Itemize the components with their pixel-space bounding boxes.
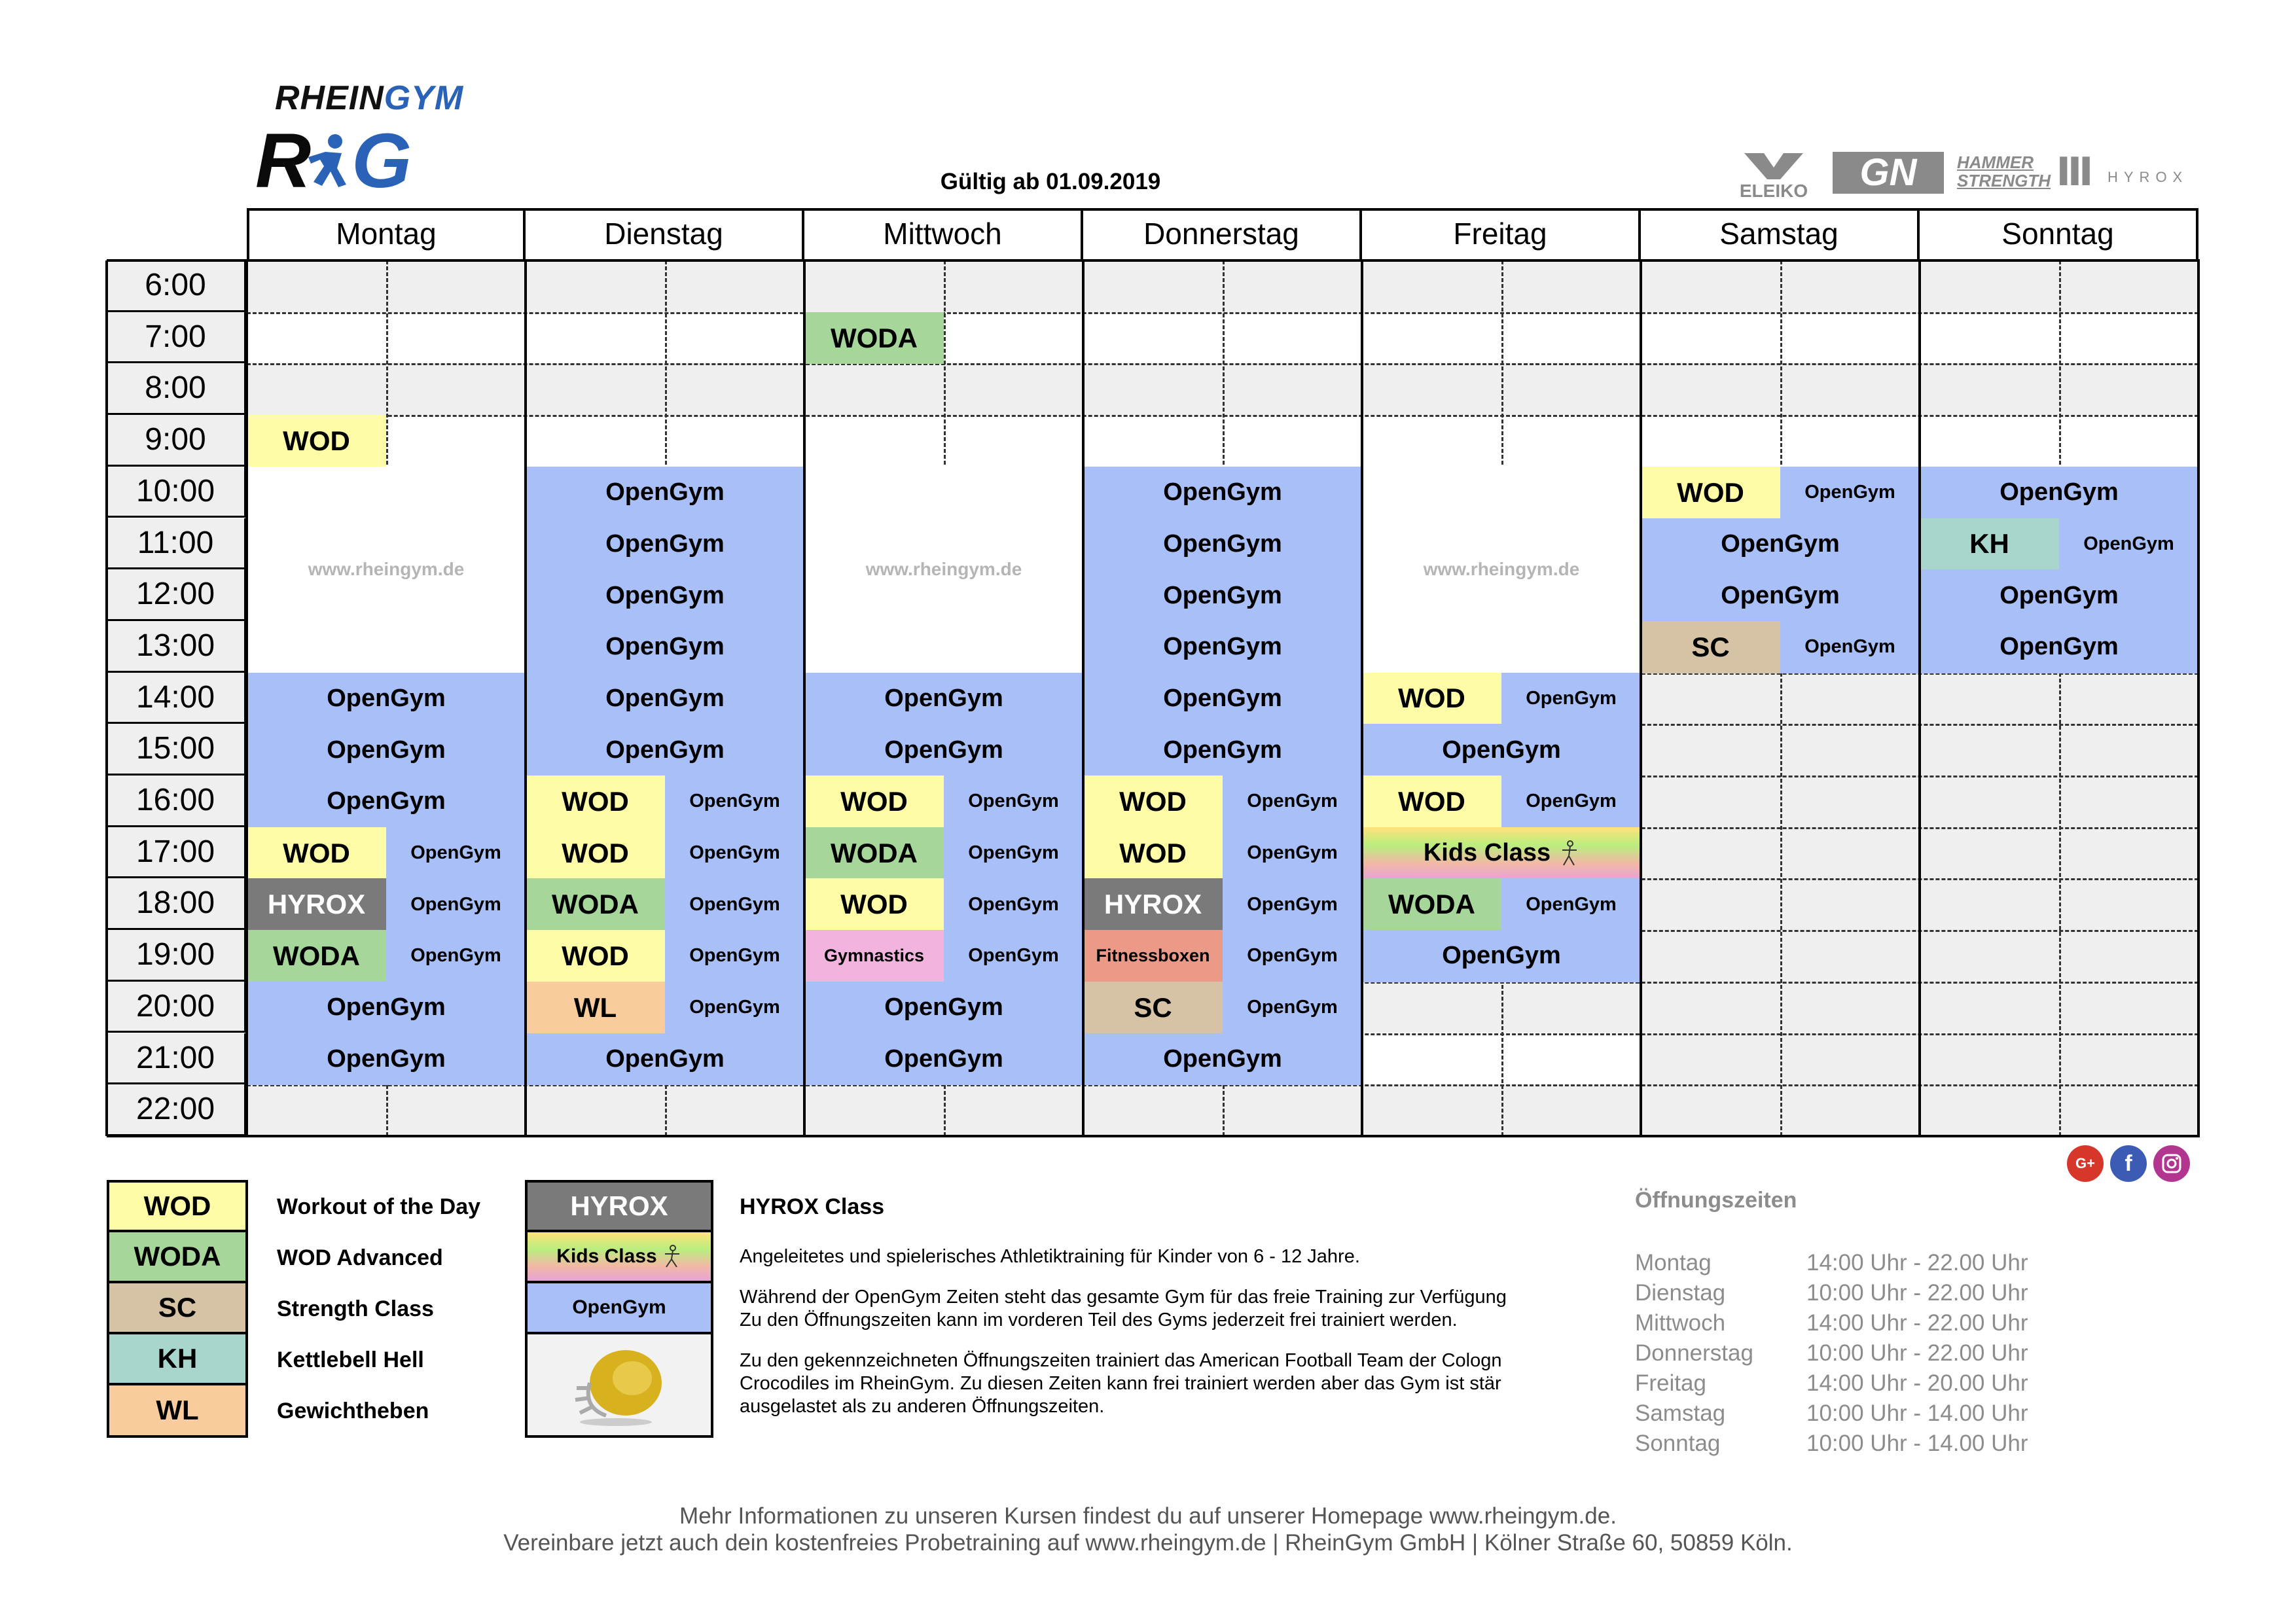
day-header-freitag: Freitag <box>1359 208 1641 262</box>
class-og[interactable]: OpenGym <box>804 1033 1083 1086</box>
time-label: 16:00 <box>107 776 247 827</box>
class-og[interactable]: OpenGym <box>665 982 804 1034</box>
legend-label-kh: Kettlebell Hell <box>277 1347 424 1372</box>
row-divider <box>247 363 2198 365</box>
instagram-glyph <box>2161 1153 2182 1174</box>
class-woda[interactable]: WODA <box>247 930 386 982</box>
class-og[interactable]: OpenGym <box>1362 930 1641 982</box>
opening-hours-time: 14:00 Uhr - 20.00 Uhr <box>1806 1370 2028 1396</box>
class-og[interactable]: OpenGym <box>1501 878 1641 931</box>
facebook-icon[interactable]: f <box>2110 1145 2147 1182</box>
time-label: 20:00 <box>107 982 247 1033</box>
monster-icon: Ⅲ <box>2056 150 2094 194</box>
class-woda[interactable]: WODA <box>804 312 944 365</box>
website-placeholder: www.rheingym.de <box>247 467 526 673</box>
class-og[interactable]: OpenGym <box>1223 776 1362 828</box>
day-divider <box>1918 260 1921 1136</box>
class-wod[interactable]: WOD <box>1362 776 1501 828</box>
time-label: 12:00 <box>107 569 247 621</box>
legend-label-football-1: Zu den gekennzeichneten Öffnungszeiten trainiert das American Football Team der Cologn <box>740 1350 1502 1371</box>
time-label: 9:00 <box>107 415 247 467</box>
class-og[interactable]: OpenGym <box>526 621 804 673</box>
class-og[interactable]: OpenGym <box>1223 878 1362 931</box>
time-label: 13:00 <box>107 621 247 673</box>
legend-label-wl: Gewichtheben <box>277 1399 429 1423</box>
class-og[interactable]: OpenGym <box>1501 673 1641 725</box>
class-gym[interactable]: Gymnastics <box>804 930 944 982</box>
footer-line-1: Mehr Informationen zu unseren Kursen findest du auf unserer Homepage www.rheingym.de. <box>679 1503 1617 1529</box>
class-og[interactable]: OpenGym <box>1223 930 1362 982</box>
time-label: 11:00 <box>107 518 247 570</box>
day-divider <box>1361 260 1363 1136</box>
class-og[interactable]: OpenGym <box>526 518 804 571</box>
class-wod[interactable]: WOD <box>526 827 665 880</box>
class-og[interactable]: OpenGym <box>1223 827 1362 880</box>
google-plus-icon[interactable]: G+ <box>2067 1145 2104 1182</box>
class-og[interactable]: OpenGym <box>526 1033 804 1086</box>
class-og[interactable]: OpenGym <box>665 930 804 982</box>
legend-label-opengym-1: Während der OpenGym Zeiten steht das gesamte Gym für das freie Training zur Verfügung <box>740 1287 1507 1308</box>
time-label: 7:00 <box>107 312 247 364</box>
class-woda[interactable]: WODA <box>804 827 944 880</box>
class-wod[interactable]: WOD <box>247 415 386 467</box>
class-og[interactable]: OpenGym <box>665 827 804 880</box>
opening-hours-day: Freitag <box>1635 1370 1706 1396</box>
class-woda[interactable]: WODA <box>1362 878 1501 931</box>
opening-hours-day: Dienstag <box>1635 1280 1726 1306</box>
class-og[interactable]: OpenGym <box>1641 518 1920 571</box>
legend-swatch-wl: WL <box>107 1383 248 1438</box>
class-woda[interactable]: WODA <box>526 878 665 931</box>
class-og[interactable]: OpenGym <box>247 724 526 776</box>
class-og[interactable]: OpenGym <box>1920 569 2198 622</box>
class-og[interactable]: OpenGym <box>944 827 1083 880</box>
day-header-samstag: Samstag <box>1638 208 1920 262</box>
class-wod[interactable]: WOD <box>526 776 665 828</box>
legend-swatch-wod: WOD <box>107 1180 248 1232</box>
day-divider <box>1640 260 1642 1136</box>
class-og[interactable]: OpenGym <box>526 724 804 776</box>
class-og[interactable]: OpenGym <box>804 982 1083 1034</box>
class-og[interactable]: OpenGym <box>386 930 526 982</box>
time-label: 17:00 <box>107 827 247 879</box>
instagram-icon[interactable] <box>2153 1145 2190 1182</box>
sponsor-hammer-strength: HAMMER STRENGTH <box>1957 152 2051 190</box>
class-og[interactable]: OpenGym <box>247 776 526 828</box>
legend-label-hyrox: HYROX Class <box>740 1194 885 1219</box>
day-divider <box>803 260 806 1136</box>
time-label: 22:00 <box>107 1084 247 1136</box>
class-og[interactable]: OpenGym <box>247 673 526 725</box>
row-divider <box>247 415 2198 417</box>
legend-label-sc: Strength Class <box>277 1296 434 1321</box>
class-wod[interactable]: WOD <box>804 878 944 931</box>
opening-hours-time: 10:00 Uhr - 14.00 Uhr <box>1806 1400 2028 1426</box>
football-helmet-icon <box>570 1342 668 1427</box>
day-divider <box>1082 260 1085 1136</box>
logo-monogram: R G <box>255 118 407 204</box>
class-og[interactable]: OpenGym <box>665 878 804 931</box>
opening-hours-day: Samstag <box>1635 1400 1726 1426</box>
class-og[interactable]: OpenGym <box>1780 621 1920 673</box>
legend-label-football-3: ausgelastet als zu anderen Öffnungszeiten. <box>740 1396 1105 1417</box>
class-og[interactable]: OpenGym <box>1223 982 1362 1034</box>
half-divider <box>2059 260 2061 1136</box>
time-label: 6:00 <box>107 260 247 312</box>
day-header-dienstag: Dienstag <box>523 208 804 262</box>
opening-hours-time: 10:00 Uhr - 22.00 Uhr <box>1806 1340 2028 1366</box>
class-og[interactable]: OpenGym <box>804 724 1083 776</box>
class-og[interactable]: OpenGym <box>944 930 1083 982</box>
class-wod[interactable]: WOD <box>1362 673 1501 725</box>
class-sc[interactable]: SC <box>1641 621 1780 673</box>
class-og[interactable]: OpenGym <box>665 776 804 828</box>
class-wod[interactable]: WOD <box>804 776 944 828</box>
opening-hours-time: 10:00 Uhr - 14.00 Uhr <box>1806 1431 2028 1456</box>
legend-label-kids: Angeleitetes und spielerisches Athletiktraining für Kinder von 6 - 12 Jahre. <box>740 1246 1360 1267</box>
opening-hours-title: Öffnungszeiten <box>1635 1188 1797 1213</box>
class-og[interactable]: OpenGym <box>1641 569 1920 622</box>
website-placeholder: www.rheingym.de <box>804 467 1083 673</box>
class-og[interactable]: OpenGym <box>1920 467 2198 519</box>
class-og[interactable]: OpenGym <box>1083 724 1362 776</box>
class-og[interactable]: OpenGym <box>247 982 526 1034</box>
class-og[interactable]: OpenGym <box>1920 621 2198 673</box>
legend-label-opengym-2: Zu den Öffnungszeiten kann im vorderen Teil des Gyms jederzeit frei trainiert werden. <box>740 1310 1458 1330</box>
day-header-mittwoch: Mittwoch <box>802 208 1083 262</box>
class-wod[interactable]: WOD <box>247 827 386 880</box>
class-og[interactable]: OpenGym <box>247 1033 526 1086</box>
class-hyrox[interactable]: HYROX <box>1083 878 1223 931</box>
class-og[interactable]: OpenGym <box>526 673 804 725</box>
legend-label-woda: WOD Advanced <box>277 1245 443 1270</box>
class-wod[interactable]: WOD <box>1083 776 1223 828</box>
legend-label-wod: Workout of the Day <box>277 1194 481 1219</box>
grid-left-border <box>105 260 108 1136</box>
class-og[interactable]: OpenGym <box>944 878 1083 931</box>
class-og[interactable]: OpenGym <box>1362 724 1641 776</box>
class-kh[interactable]: KH <box>1920 518 2059 571</box>
time-label: 10:00 <box>107 467 247 518</box>
class-og[interactable]: OpenGym <box>1780 467 1920 519</box>
class-og[interactable]: OpenGym <box>1083 621 1362 673</box>
grid-top-border <box>107 259 2200 262</box>
opening-hours-time: 14:00 Uhr - 22.00 Uhr <box>1806 1310 2028 1336</box>
sponsor-gn: GN <box>1833 152 1944 194</box>
day-header-donnerstag: Donnerstag <box>1081 208 1362 262</box>
class-hyrox[interactable]: HYROX <box>247 878 386 931</box>
sponsor-eleiko: ELEIKO <box>1728 153 1820 200</box>
class-og[interactable]: OpenGym <box>2059 518 2198 571</box>
legend-swatch-woda: WODA <box>107 1230 248 1283</box>
class-og[interactable]: OpenGym <box>1083 518 1362 571</box>
half-divider <box>1780 260 1782 1136</box>
class-kids[interactable]: Kids Class <box>1362 827 1641 880</box>
class-og[interactable]: OpenGym <box>804 673 1083 725</box>
opening-hours-time: 14:00 Uhr - 22.00 Uhr <box>1806 1250 2028 1275</box>
class-fit[interactable]: Fitnessboxen <box>1083 930 1223 982</box>
legend-kids-label: Kids Class <box>556 1245 657 1267</box>
class-og[interactable]: OpenGym <box>1083 673 1362 725</box>
class-og[interactable]: OpenGym <box>386 878 526 931</box>
sponsor-hyrox: HYROX <box>2108 169 2189 185</box>
day-header-sonntag: Sonntag <box>1917 208 2198 262</box>
class-og[interactable]: OpenGym <box>1501 776 1641 828</box>
logo-wordmark: RHEINGYM <box>275 79 464 117</box>
opening-hours-day: Sonntag <box>1635 1431 1721 1456</box>
time-label: 18:00 <box>107 878 247 930</box>
legend-swatch-opengym: OpenGym <box>525 1281 713 1334</box>
time-label: 14:00 <box>107 673 247 724</box>
opening-hours-day: Mittwoch <box>1635 1310 1726 1336</box>
class-og[interactable]: OpenGym <box>1083 1033 1362 1086</box>
class-og[interactable]: OpenGym <box>1083 569 1362 622</box>
time-label: 15:00 <box>107 724 247 776</box>
row-divider <box>247 312 2198 314</box>
kids-figure-icon <box>662 1245 682 1268</box>
day-divider <box>245 260 248 1136</box>
footer-line-2: Vereinbare jetzt auch dein kostenfreies Probetraining auf www.rheingym.de | RheinGym GmbH | Kölner Straße 60, 50859 Köln. <box>503 1530 1793 1556</box>
class-wod[interactable]: WOD <box>526 930 665 982</box>
day-divider <box>2197 260 2200 1136</box>
opening-hours-day: Montag <box>1635 1250 1712 1275</box>
class-og[interactable]: OpenGym <box>526 467 804 519</box>
time-label: 19:00 <box>107 930 247 982</box>
legend-swatch-hyrox: HYROX <box>525 1180 713 1232</box>
opening-hours-day: Donnerstag <box>1635 1340 1753 1366</box>
class-wl[interactable]: WL <box>526 982 665 1034</box>
legend-swatch-kh: KH <box>107 1332 248 1385</box>
valid-from-date: Gültig ab 01.09.2019 <box>940 169 1161 194</box>
day-divider <box>524 260 527 1136</box>
time-label: 8:00 <box>107 363 247 415</box>
class-og[interactable]: OpenGym <box>526 569 804 622</box>
legend-swatch-kids <box>525 1230 713 1283</box>
legend-label-football-2: Crocodiles im RheinGym. Zu diesen Zeiten kann frei trainiert werden aber das Gym ist stär <box>740 1373 1501 1394</box>
grid-bottom-border <box>107 1135 2200 1137</box>
opening-hours-time: 10:00 Uhr - 22.00 Uhr <box>1806 1280 2028 1306</box>
time-label: 21:00 <box>107 1033 247 1085</box>
class-og[interactable]: OpenGym <box>386 827 526 880</box>
class-og[interactable]: OpenGym <box>1083 467 1362 519</box>
class-og[interactable]: OpenGym <box>944 776 1083 828</box>
legend-swatch-sc: SC <box>107 1281 248 1334</box>
class-wod[interactable]: WOD <box>1641 467 1780 519</box>
day-header-montag: Montag <box>247 208 526 262</box>
class-wod[interactable]: WOD <box>1083 827 1223 880</box>
website-placeholder: www.rheingym.de <box>1362 467 1641 673</box>
kids-figure-icon <box>1560 840 1579 866</box>
legend-swatch-football <box>525 1332 713 1438</box>
class-sc[interactable]: SC <box>1083 982 1223 1034</box>
